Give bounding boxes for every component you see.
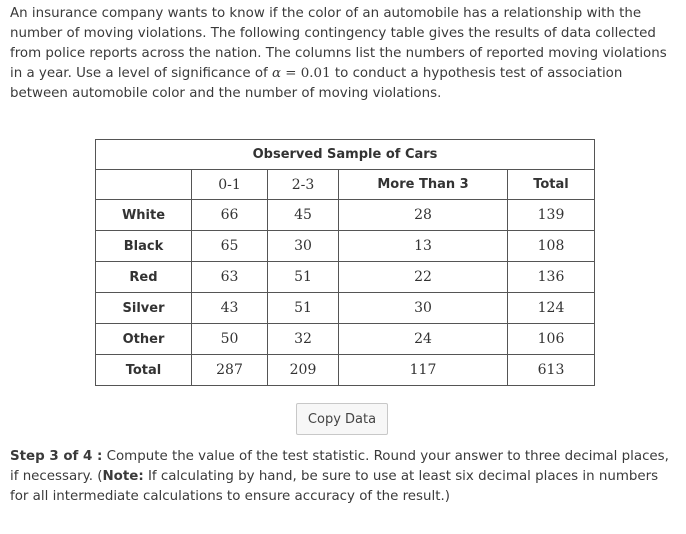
- table-header-row: [96, 170, 595, 200]
- problem-text-before: An insurance company wants to know if the color of an automobile has a relationship with the number of moving violations. The following contingency table gives the results of data collected from police reports across the nation. The columns list the numbers of reported moving violations in a year. Use a level of significance of: [10, 6, 667, 81]
- table-row: [96, 324, 595, 355]
- row-label: Other: [96, 324, 192, 355]
- row-label: Red: [96, 262, 192, 293]
- column-header-more-than-3: More Than 3: [339, 170, 508, 200]
- copy-data-button[interactable]: Copy Data: [296, 403, 388, 435]
- row-label: Total: [96, 355, 192, 386]
- table-cell: 66: [192, 200, 268, 231]
- table-cell: 63: [192, 262, 268, 293]
- row-label: Silver: [96, 293, 192, 324]
- step-text-2: If calculating by hand, be sure to use at least six decimal places in numbers for all intermediate calculations to ensure accuracy of the result.): [10, 469, 659, 504]
- row-label: Black: [96, 231, 192, 262]
- row-label: White: [96, 200, 192, 231]
- column-header-blank: [96, 170, 192, 200]
- note-label: Note:: [102, 469, 144, 484]
- table-cell: 45: [268, 200, 339, 231]
- alpha-symbol: α: [272, 66, 282, 81]
- table-cell: 287: [192, 355, 268, 386]
- table-cell: 209: [268, 355, 339, 386]
- table-cell: 13: [339, 231, 508, 262]
- column-header-total: Total: [508, 170, 595, 200]
- table-cell: 108: [508, 231, 595, 262]
- table-cell: 24: [339, 324, 508, 355]
- table-row: [96, 293, 595, 324]
- table-cell: 30: [339, 293, 508, 324]
- equals-sign: =: [281, 66, 301, 81]
- table-row: [96, 231, 595, 262]
- table-cell: 30: [268, 231, 339, 262]
- problem-statement: [10, 4, 680, 104]
- table-cell: 28: [339, 200, 508, 231]
- table-caption-row: [96, 140, 595, 170]
- table-total-row: [96, 355, 595, 386]
- table-cell: 43: [192, 293, 268, 324]
- table-cell: 106: [508, 324, 595, 355]
- table-caption: Observed Sample of Cars: [96, 140, 595, 170]
- problem-text-after: to conduct a hypothesis test of association between automobile color and the number of moving violations.: [10, 66, 623, 101]
- table-cell: 22: [339, 262, 508, 293]
- table-cell: 613: [508, 355, 595, 386]
- table-row: [96, 200, 595, 231]
- table-cell: 50: [192, 324, 268, 355]
- table-cell: 51: [268, 293, 339, 324]
- contingency-table: [95, 139, 595, 386]
- table-cell: 136: [508, 262, 595, 293]
- table-cell: 32: [268, 324, 339, 355]
- step-label: Step 3 of 4 :: [10, 449, 103, 464]
- column-header-2-3: 2-3: [268, 170, 339, 200]
- table-cell: 124: [508, 293, 595, 324]
- step-text-1: Compute the value of the test statistic. Round your answer to three decimal places, if necessary. (: [10, 449, 669, 484]
- alpha-value: 0.01: [300, 66, 331, 81]
- step-instructions: [10, 447, 680, 507]
- table-cell: 139: [508, 200, 595, 231]
- table-cell: 117: [339, 355, 508, 386]
- table-cell: 65: [192, 231, 268, 262]
- table-cell: 51: [268, 262, 339, 293]
- table-row: [96, 262, 595, 293]
- column-header-0-1: 0-1: [192, 170, 268, 200]
